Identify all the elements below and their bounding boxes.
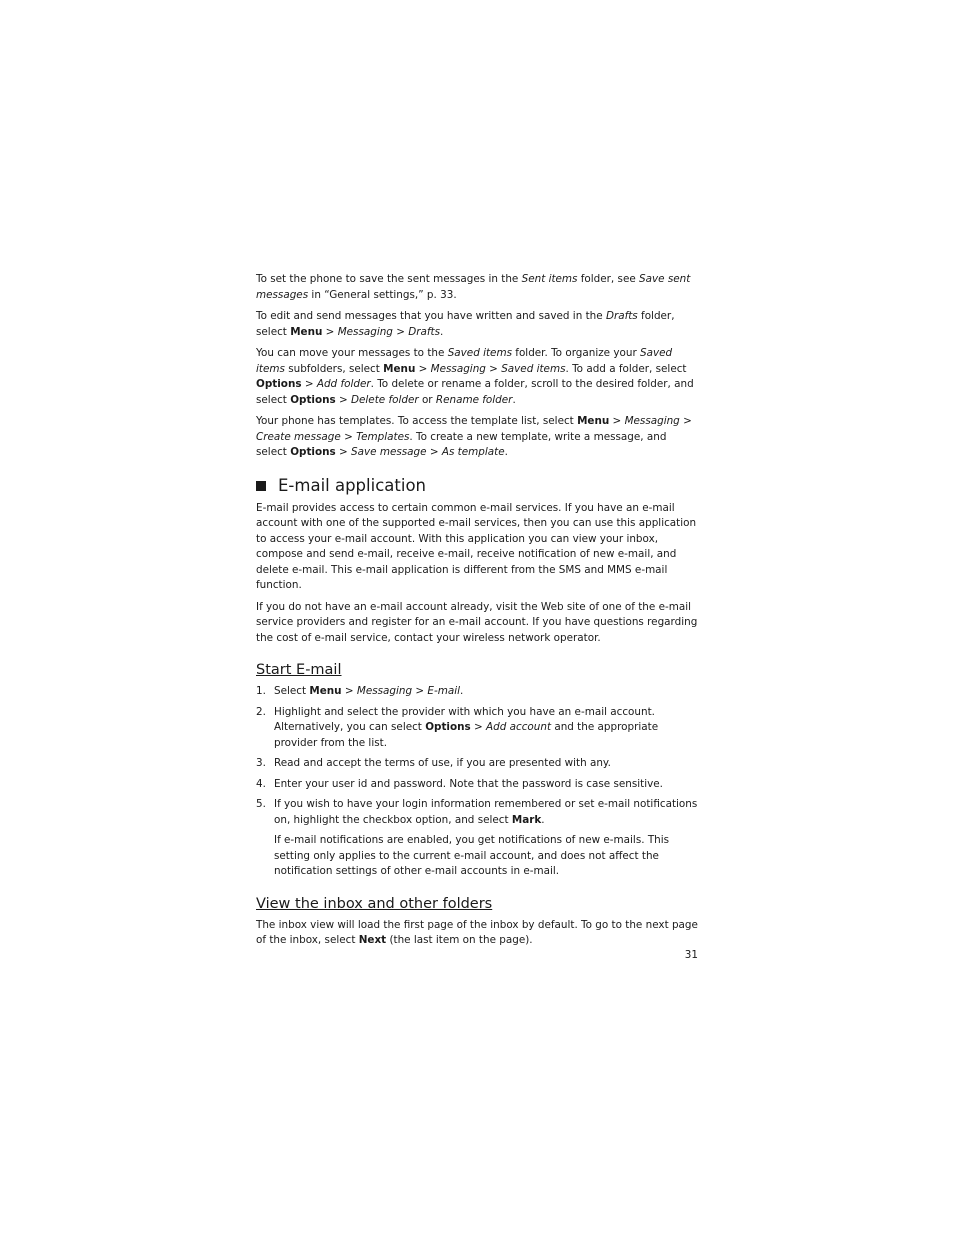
step-number: 4. <box>256 777 266 790</box>
step-number: 3. <box>256 757 266 769</box>
italic-term: Add account <box>486 721 552 733</box>
bold-term: Options <box>425 721 471 733</box>
italic-term: Saved items <box>256 347 673 375</box>
italic-term: As template <box>441 446 505 458</box>
step-number: 5. <box>256 798 266 810</box>
italic-term: Save message <box>351 446 427 458</box>
italic-term: Delete folder <box>351 393 419 406</box>
start-email-steps <box>256 684 698 880</box>
list-item <box>256 756 698 772</box>
bold-term: Options <box>256 378 302 390</box>
step-number: 1. <box>256 685 266 697</box>
bullet-square-icon <box>256 481 266 491</box>
italic-term: Templates <box>356 430 410 443</box>
bold-term: Menu <box>290 325 323 338</box>
bold-term: Menu <box>577 415 610 427</box>
intro-paragraphs <box>256 272 698 461</box>
paragraph-email-account: If you do not have an e-mail account already, visit the Web site of one of the e-mail service providers and register for an e-mail account. If you have questions regarding the cost of e-mail service, contact your wireless network operator. <box>256 600 698 644</box>
italic-term: Create message <box>256 430 341 443</box>
bold-term: Menu <box>309 685 342 697</box>
bold-term: Options <box>290 446 336 458</box>
italic-term: Saved items <box>501 362 566 375</box>
step-number: 2. <box>256 705 266 718</box>
list-item <box>256 705 698 752</box>
view-inbox-heading: View the inbox and other folders <box>256 895 493 912</box>
italic-term: Messaging <box>430 362 486 375</box>
paragraph-drafts: To edit and send messages that you have written and saved in the Drafts folder, select Menu > Messaging > Drafts. <box>256 310 675 338</box>
paragraph-saved-items: You can move your messages to the Saved items folder. To organize your Saved items subfolders, select Menu > Messaging > Saved items. To add a folder, select Options > Add folder. To delete or rename a folder, scroll to the desired folder, and select Options > Delete folder or Rename folder. <box>256 347 694 406</box>
italic-term: Messaging <box>356 685 413 697</box>
bold-term: Menu <box>383 362 416 375</box>
italic-term: Save sent messages <box>256 273 691 301</box>
paragraph-templates: Your phone has templates. To access the template list, select Menu > Messaging > Create message > Templates. To create a new template, write a message, and select Options > Save message > As template. <box>256 415 692 458</box>
paragraph-sent-items: To set the phone to save the sent messages in the Sent items folder, see Save sent messages in “General settings,” p. 33. <box>256 273 691 301</box>
step-text: Highlight and select the provider with which you have an e-mail account. Alternatively, you can select Options > Add account and the appropriate provider from the list. <box>274 705 659 749</box>
italic-term: Saved items <box>447 347 512 359</box>
italic-term: Sent items <box>521 273 578 285</box>
bold-term: Options <box>290 393 336 406</box>
document-page <box>256 272 698 949</box>
list-item <box>256 777 698 793</box>
step-text: Read and accept the terms of use, if you are presented with any. <box>274 757 611 769</box>
italic-term: E-mail <box>427 685 460 697</box>
email-application-heading <box>256 475 698 497</box>
bold-term: Next <box>358 934 387 946</box>
italic-term: Drafts <box>605 310 638 322</box>
bold-term: Mark <box>511 813 542 826</box>
list-item <box>256 684 698 700</box>
paragraph-email-intro: E-mail provides access to certain common e-mail services. If you have an e-mail account with one of the supported e-mail services, then you can use this application to access your e-mail account. With this application you can view your inbox, compose and send e-mail, receive e-mail, receive notification of new e-mail, and delete e-mail. This e-mail application is different from the SMS and MMS e-mail function. <box>256 501 697 591</box>
italic-term: Rename folder <box>435 393 513 406</box>
italic-term: Drafts <box>408 325 441 338</box>
page-number: 31 <box>684 949 698 961</box>
step-text: Enter your user id and password. Note that the password is case sensitive. <box>274 777 663 790</box>
email-application-title: E-mail application <box>278 475 426 495</box>
italic-term: Messaging <box>624 415 680 427</box>
step-note: If e-mail notifications are enabled, you get notifications of new e-mails. This setting only applies to the current e-mail account, and does not affect the notification settings of other e-mail accounts in e-mail. <box>274 834 670 877</box>
step-text: If you wish to have your login information remembered or set e-mail notifications on, highlight the checkbox option, and select Mark. <box>274 798 698 826</box>
paragraph-inbox: The inbox view will load the first page of the inbox by default. To go to the next page of the inbox, select Next (the last item on the page). <box>256 918 698 946</box>
start-email-heading: Start E-mail <box>256 662 342 678</box>
italic-term: Messaging <box>337 325 393 338</box>
step-text: Select Menu > Messaging > E-mail. <box>274 685 464 697</box>
list-item <box>256 797 698 880</box>
italic-term: Add folder <box>316 378 371 390</box>
